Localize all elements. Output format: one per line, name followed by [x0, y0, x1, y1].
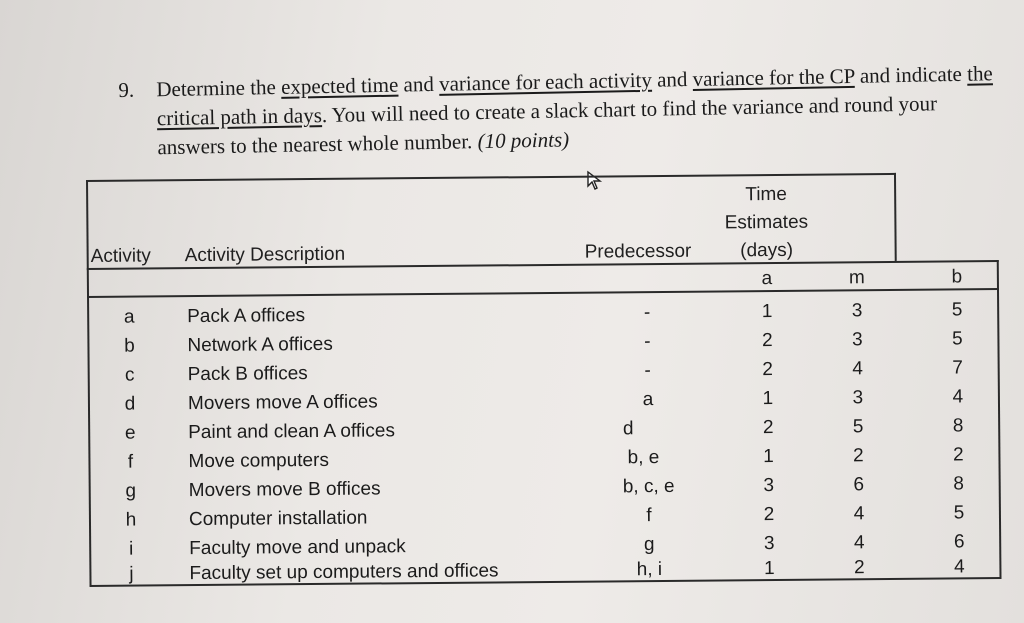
row-description: Faculty set up computers and offices [189, 560, 499, 585]
row-m: 4 [853, 503, 865, 525]
row-m: 3 [852, 329, 863, 351]
row-m: 2 [853, 445, 864, 467]
row-b: 5 [953, 502, 965, 524]
column-header-activity: Activity [90, 245, 151, 267]
column-header-a: a [761, 268, 773, 290]
row-activity: e [124, 422, 136, 444]
row-activity: j [129, 563, 134, 585]
column-header-time-line1: Time [745, 183, 788, 206]
row-b: 4 [952, 386, 964, 408]
row-activity: g [125, 480, 137, 502]
column-header-description: Activity Description [184, 243, 346, 267]
row-a: 2 [762, 330, 773, 352]
row-activity: h [125, 509, 137, 531]
row-m: 2 [854, 557, 865, 579]
question-text: Determine the expected time and variance for each activity and variance for the CP and indicate the critical path in days. You will need to create a slack chart to find the variance and round your answers to the nearest whole number. (10 points) [156, 61, 993, 160]
mouse-pointer-icon [585, 170, 607, 192]
row-description: Computer installation [188, 507, 368, 531]
row-a: 1 [761, 301, 773, 323]
row-activity: i [129, 538, 134, 560]
row-description: Network A offices [187, 333, 333, 357]
row-m: 3 [852, 387, 864, 409]
row-predecessor: d [622, 418, 634, 440]
row-b: 5 [952, 328, 963, 350]
row-a: 2 [762, 417, 774, 439]
row-predecessor: g [643, 534, 655, 556]
row-b: 8 [952, 415, 964, 437]
row-b: 5 [951, 299, 963, 321]
column-header-m: m [848, 267, 865, 289]
row-description: Move computers [188, 449, 330, 473]
row-activity: f [127, 451, 134, 473]
row-a: 1 [762, 388, 774, 410]
row-description: Pack A offices [187, 305, 306, 328]
row-description: Paint and clean A offices [188, 420, 395, 444]
row-m: 6 [853, 474, 865, 496]
row-activity: d [124, 393, 136, 415]
row-b: 4 [954, 556, 965, 578]
column-header-b: b [951, 266, 963, 288]
row-b: 8 [953, 473, 965, 495]
row-a: 3 [763, 533, 775, 555]
question-number: 9. [118, 77, 135, 102]
row-predecessor: f [646, 505, 652, 527]
row-b: 7 [952, 357, 964, 379]
row-predecessor: b, e [627, 447, 660, 469]
row-m: 4 [853, 532, 865, 554]
row-a: 2 [762, 359, 774, 381]
column-header-time-line3: (days) [740, 239, 794, 262]
row-b: 2 [953, 444, 964, 466]
row-predecessor: - [644, 360, 651, 382]
row-predecessor: h, i [636, 558, 663, 581]
row-b: 6 [953, 531, 965, 553]
row-predecessor: - [643, 302, 651, 324]
row-m: 5 [852, 416, 864, 438]
row-activity: a [123, 306, 135, 328]
row-predecessor: - [644, 331, 651, 353]
row-m: 3 [851, 300, 863, 322]
column-header-predecessor: Predecessor [584, 240, 692, 263]
row-a: 1 [763, 446, 774, 468]
row-a: 2 [763, 504, 775, 526]
row-m: 4 [852, 358, 864, 380]
row-a: 1 [764, 558, 775, 580]
points-label: (10 points) [477, 127, 570, 154]
row-description: Movers move B offices [188, 478, 381, 502]
row-description: Movers move A offices [187, 391, 378, 415]
row-activity: c [124, 364, 135, 386]
column-header-time-line2: Estimates [724, 211, 809, 234]
row-a: 3 [763, 475, 775, 497]
row-activity: b [124, 335, 135, 357]
row-predecessor: a [642, 389, 654, 411]
row-description: Faculty move and unpack [189, 536, 406, 560]
row-predecessor: b, c, e [622, 475, 675, 498]
row-description: Pack B offices [187, 363, 308, 386]
